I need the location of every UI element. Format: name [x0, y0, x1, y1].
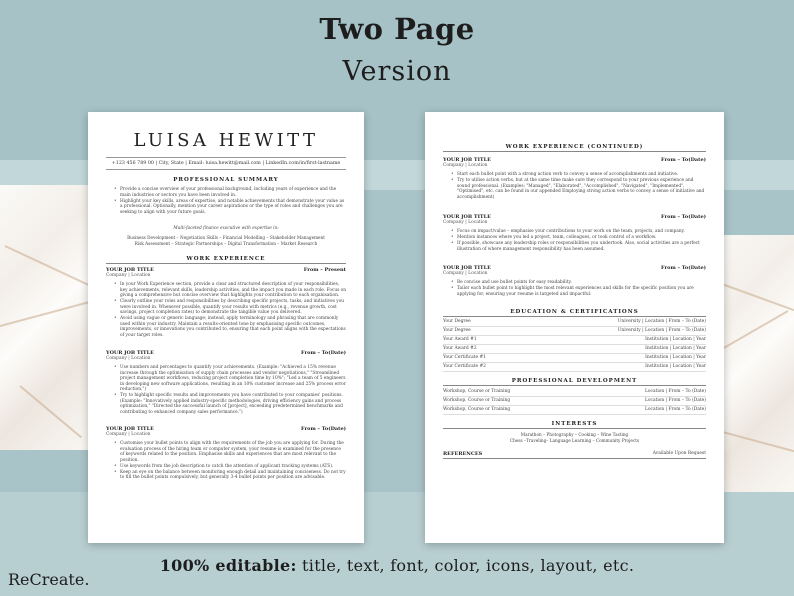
job-dates: From – To(Date) [661, 214, 706, 220]
job-title: YOUR JOB TITLE [443, 265, 491, 271]
editable-caption [0, 556, 794, 575]
job-bullet: • Try to highlight specific results and improvements you have contributed to your companies' positions. (Example: "Innovatively applied industry-specific methodologies, driving efficiency gains and process optimization," "Directed the successful launch of [project], exceeding predetermined benchmarks and contributing to enhanced company sales performance.") [120, 393, 346, 415]
job-header [106, 267, 346, 278]
job-company: Company | Location [443, 220, 488, 225]
job-bullet: • Mention instances where you led a project, team, colleagues, or took control of a workflow. [457, 235, 706, 241]
job-header [443, 265, 706, 276]
interests-line: Marathon – Photography – Cooking – Wine Tasting [520, 432, 629, 437]
education-item: Your Degree [443, 328, 471, 333]
job-bullet: • Avoid using vague or generic language; instead, apply terminology and phrasing that are commonly used within your industry. Maintain a results-oriented tone by emphasising specific outcomes, improvements, or innovations you contributed to, ensuring that each point aligns with the expectations of your target roles. [120, 316, 346, 338]
job-company: Company | Location [106, 273, 151, 278]
job-title: YOUR JOB TITLE [443, 157, 491, 163]
interests-heading: INTERESTS [443, 421, 706, 429]
job-bullet: • Start each bullet point with a strong action verb to convey a sense of accomplishments and initiative. [457, 172, 706, 178]
education-detail: Institution | Location | Year [645, 355, 706, 360]
job-header [443, 157, 706, 168]
education-detail: University | Location | From – To (Date) [617, 328, 706, 333]
job-bullets [443, 229, 706, 253]
education-item: Your Award #1 [443, 337, 477, 342]
job-title: YOUR JOB TITLE [106, 267, 154, 273]
summary-list [106, 187, 346, 216]
job-bullets [106, 365, 346, 416]
skills-line: Business Development – Negotiation Skills – Financial Modelling – Stakeholder Management [127, 235, 325, 240]
job-bullet: • If possible, showcase any leadership roles or responsibilities you undertook. Also, social activities are a perfect illustration of where management responsibility has been assumed. [457, 241, 706, 252]
education-item: Your Certificate #1 [443, 355, 486, 360]
job-bullets [443, 172, 706, 201]
job-title: YOUR JOB TITLE [106, 350, 154, 356]
marble-background-left [0, 185, 95, 450]
contact-line: +123 456 789 00 | City, State | Email: luisa.hewitt@mail.com | LinkedIn.com/in/first-lastname [106, 157, 346, 170]
summary-bullet: • Highlight your key skills, areas of expertise, and notable achievements that demonstrate your value as a professional. Optionally, mention your career aspirations or the type of roles and challenges you are seeking to align with your future goals. [120, 199, 346, 216]
education-row [443, 318, 706, 327]
resume-page-2 [425, 112, 724, 543]
job-bullet: • Customise your bullet points to align with the requirements of the job you are applying for. During the evaluation process of the hiring team or computer system, your resume is examined for the presence of keywords related to the position. Emphasise skills and experiences that are most relevant to the position. [120, 441, 346, 463]
job-header [106, 350, 346, 361]
job-bullet: • Be concise and use bullet points for easy readability. [457, 280, 706, 286]
resume-page-1 [88, 112, 364, 543]
education-row [443, 363, 706, 372]
experience-heading: WORK EXPERIENCE [106, 256, 346, 264]
references-row [443, 451, 706, 459]
summary-heading: PROFESSIONAL SUMMARY [173, 177, 279, 183]
development-detail: Location | From – To (Date) [644, 407, 706, 412]
job-company: Company | Location [106, 432, 151, 437]
job-company: Company | Location [106, 356, 151, 361]
education-row [443, 336, 706, 345]
job-dates: From – To(Date) [301, 350, 346, 356]
development-item: Workshop, Course or Training [443, 407, 511, 412]
development-item: Workshop, Course or Training [443, 398, 511, 403]
job-company: Company | Location [443, 163, 488, 168]
marble-vein [19, 385, 82, 438]
job-dates: From – To(Date) [661, 157, 706, 163]
education-row [443, 327, 706, 336]
marble-vein [0, 299, 97, 327]
job-bullet: • Use keywords from the job description to catch the attention of applicant tracking systems (ATS). [120, 464, 346, 470]
education-heading: EDUCATION & CERTIFICATIONS [443, 309, 706, 317]
education-detail: University | Location | From – To (Date) [617, 319, 706, 324]
education-detail: Institution | Location | Year [645, 364, 706, 369]
development-row [443, 397, 706, 406]
job-title: YOUR JOB TITLE [106, 426, 154, 432]
job-bullet: • Focus on impact/value – emphasise your contributions to your work on the team, projects, and company. [457, 229, 706, 235]
development-row [443, 388, 706, 397]
editable-caption-bold: 100% editable: [159, 556, 297, 575]
job-title: YOUR JOB TITLE [443, 214, 491, 220]
skills-intro: Multi-faceted finance executive with expertise in: [173, 225, 279, 230]
education-row [443, 345, 706, 354]
brand-logo: ReCreate. [8, 570, 90, 589]
editable-caption-rest: title, text, font, color, icons, layout, etc. [296, 556, 635, 575]
job-dates: From – Present [303, 267, 346, 273]
job-bullets [443, 280, 706, 298]
references-value: Available Upon Request [652, 451, 706, 456]
job-bullet: • Use numbers and percentages to quantify your achievements. (Example: "Achieved a 15% revenue increase through the optimisation of supply chain processes and vendor negotiations," "Streamlined project management workflows, reducing project completion time by 10%"; "Led a team of 5 engineers in developing new software applications, resulting in an 10% customer increase and 25% process error reduction.") [120, 365, 346, 393]
job-header [443, 214, 706, 225]
education-detail: Institution | Location | Year [645, 346, 706, 351]
education-detail: Institution | Location | Year [645, 337, 706, 342]
job-header [106, 426, 346, 437]
skills-line: Risk Assessment – Strategic Partnerships – Digital Transformation – Market Research [134, 241, 318, 246]
references-heading: REFERENCES [443, 451, 483, 457]
job-bullet: • Tailor each bullet point to highlight the most relevant experiences and skills for the specific position you are applying for, ensuring your resume is targeted and impactful. [457, 286, 706, 297]
interests-line: Chess –Traveling– Language Learning – Community Projects [509, 438, 640, 443]
education-item: Your Certificate #2 [443, 364, 486, 369]
development-row [443, 406, 706, 415]
job-company: Company | Location [443, 271, 488, 276]
development-detail: Location | From – To (Date) [644, 389, 706, 394]
page-subtitle: Version [342, 56, 452, 87]
page-title: Two Page [319, 12, 475, 46]
job-bullet: • In your Work Experience section, provide a clear and structured description of your responsibilities, key achievements, relevant skills, leadership activities, and the impact you made in each role. Focus on giving a comprehensive but concise overview that highlights your contribution to each organisation. [120, 282, 346, 299]
resume-name: LUISA HEWITT [133, 130, 319, 151]
job-dates: From – To(Date) [301, 426, 346, 432]
job-bullet: • Keep an eye on the balance between monitoring enough detail and maintaining conciseness. Do not try to fill the bullet points compulsively, but generally 3-4 bullet points per position are advisable. [120, 470, 346, 481]
job-bullet: • Clearly outline your roles and responsibilities by describing specific projects, tasks, and initiatives you were involved in. Whenever possible, quantify your results with metrics (e.g., revenue growth, cost savings, project completion rates) to demonstrate the tangible value you delivered. [120, 299, 346, 316]
development-heading: PROFESSIONAL DEVELOPMENT [443, 378, 706, 386]
job-bullets [106, 441, 346, 481]
job-bullet: • Try to utilise action verbs, but at the same time make sure they correspond to your previous experience and sound professional. (Examples: "Managed", "Elaborated", "Accomplished", "Navigated", "Implemented", "Optimised", etc. can be found in our appended Employing strong action verbs to convey a sense of initiative and accomplishment) [457, 178, 706, 200]
experience-continued-heading: WORK EXPERIENCE (CONTINUED) [443, 144, 706, 152]
summary-bullet: • Provide a concise overview of your professional background, including years of experience and the main industries or sectors you have been involved in. [120, 187, 346, 198]
job-dates: From – To(Date) [661, 265, 706, 271]
job-bullets [106, 282, 346, 339]
education-item: Your Degree [443, 319, 471, 324]
development-detail: Location | From – To (Date) [644, 398, 706, 403]
education-item: Your Award #2 [443, 346, 477, 351]
education-row [443, 354, 706, 363]
development-item: Workshop, Course or Training [443, 389, 511, 394]
